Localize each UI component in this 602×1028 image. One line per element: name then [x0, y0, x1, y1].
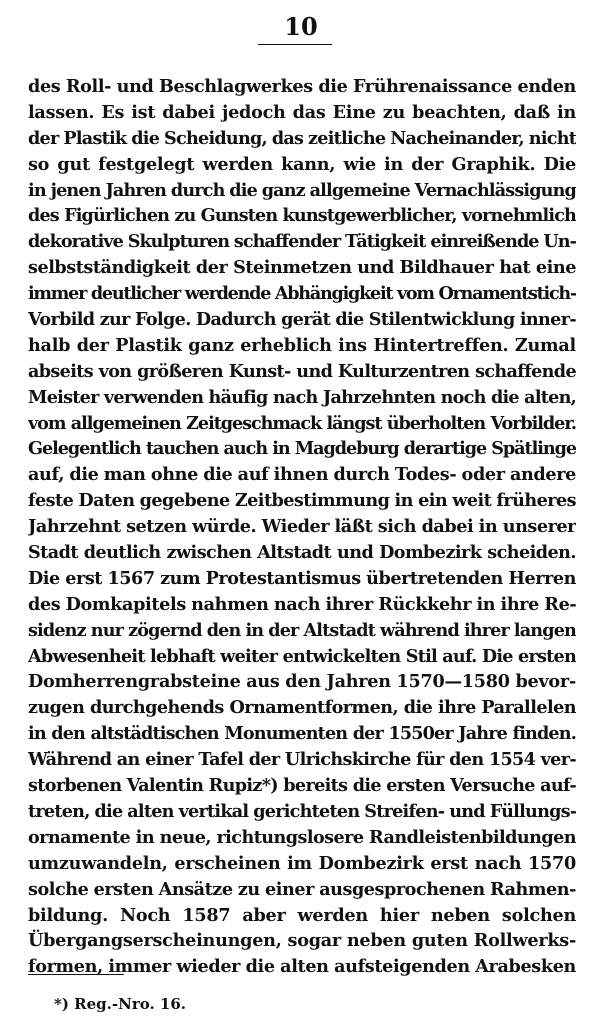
text-line: formen, immer wieder die alten aufsteigenden Arabesken	[28, 956, 576, 978]
text-line: abseits von größeren Kunst- und Kulturzentren schaffende	[28, 360, 576, 382]
text-line: vom allgemeinen Zeitgeschmack längst überholten Vorbilder.	[28, 412, 576, 434]
text-line: treten, die alten vertikal gerichteten Streifen- und Füllungs-	[28, 800, 576, 822]
text-line: in jenen Jahren durch die ganz allgemeine Vernachlässigung	[28, 179, 576, 201]
text-line: selbstständigkeit der Steinmetzen und Bildhauer hat eine	[28, 257, 576, 279]
text-line: Die erst 1567 zum Protestantismus übertretenden Herren	[28, 567, 576, 589]
text-line: Vorbild zur Folge. Dadurch gerät die Stilentwicklung inner-	[28, 309, 576, 331]
text-line: dekorative Skulpturen schaffender Tätigkeit einreißende Un-	[28, 231, 576, 253]
text-line: feste Daten gegebene Zeitbestimmung in ein weit früheres	[28, 490, 576, 512]
text-line: der Plastik die Scheidung, das zeitliche Nacheinander, nicht	[28, 127, 576, 149]
text-line: ornamente in neue, richtungslosere Randleistenbildungen	[28, 826, 576, 848]
text-line: zugen durchgehends Ornamentformen, die ihre Parallelen	[28, 697, 576, 719]
text-line: Jahrzehnt setzen würde. Wieder läßt sich dabei in unserer	[28, 516, 576, 538]
page-number: 10	[284, 12, 318, 41]
text-line: bildung. Noch 1587 aber werden hier neben solchen	[28, 904, 576, 926]
text-line: lassen. Es ist dabei jedoch das Eine zu beachten, daß in	[28, 101, 576, 123]
page-number-underline	[258, 44, 332, 45]
text-line: Stadt deutlich zwischen Altstadt und Dombezirk scheiden.	[28, 542, 576, 564]
text-line: des Roll- und Beschlagwerkes die Frührenaissance enden	[28, 76, 576, 97]
text-line: sidenz nur zögernd den in der Altstadt während ihrer langen	[28, 619, 576, 641]
text-line: halb der Plastik ganz erheblich ins Hintertreffen. Zumal	[28, 334, 576, 356]
footnote: *) Reg.-Nro. 16.	[54, 995, 187, 1013]
text-line: solche ersten Ansätze zu einer ausgesprochenen Rahmen-	[28, 878, 576, 900]
text-line: auf, die man ohne die auf ihnen durch Todes- oder andere	[28, 464, 576, 486]
text-line: umzuwandeln, erscheinen im Dombezirk erst nach 1570	[28, 852, 576, 874]
footnote-divider	[28, 974, 124, 975]
text-line: Meister verwenden häufig nach Jahrzehnten noch die alten,	[28, 386, 576, 408]
body-text	[28, 74, 576, 980]
text-line: storbenen Valentin Rupiz*) bereits die ersten Versuche auf-	[28, 775, 576, 797]
text-line: Übergangserscheinungen, sogar neben guten Rollwerks-	[28, 930, 576, 952]
text-line: des Domkapitels nahmen nach ihrer Rückkehr in ihre Re-	[28, 593, 576, 615]
text-line: des Figürlichen zu Gunsten kunstgewerblicher, vornehmlich	[28, 205, 576, 227]
text-line: Domherrengrabsteine aus den Jahren 1570—1580 bevor-	[28, 671, 576, 693]
text-line: immer deutlicher werdende Abhängigkeit vom Ornamentstich-	[28, 283, 576, 305]
text-line: in den altstädtischen Monumenten der 1550er Jahre finden.	[28, 723, 576, 745]
text-line: so gut festgelegt werden kann, wie in der Graphik. Die	[28, 153, 576, 175]
text-line: Abwesenheit lebhaft weiter entwickelten Stil auf. Die ersten	[28, 645, 576, 667]
text-line: Während an einer Tafel der Ulrichskirche für den 1554 ver-	[28, 749, 576, 771]
text-line: Gelegentlich tauchen auch in Magdeburg derartige Spätlinge	[28, 438, 576, 460]
